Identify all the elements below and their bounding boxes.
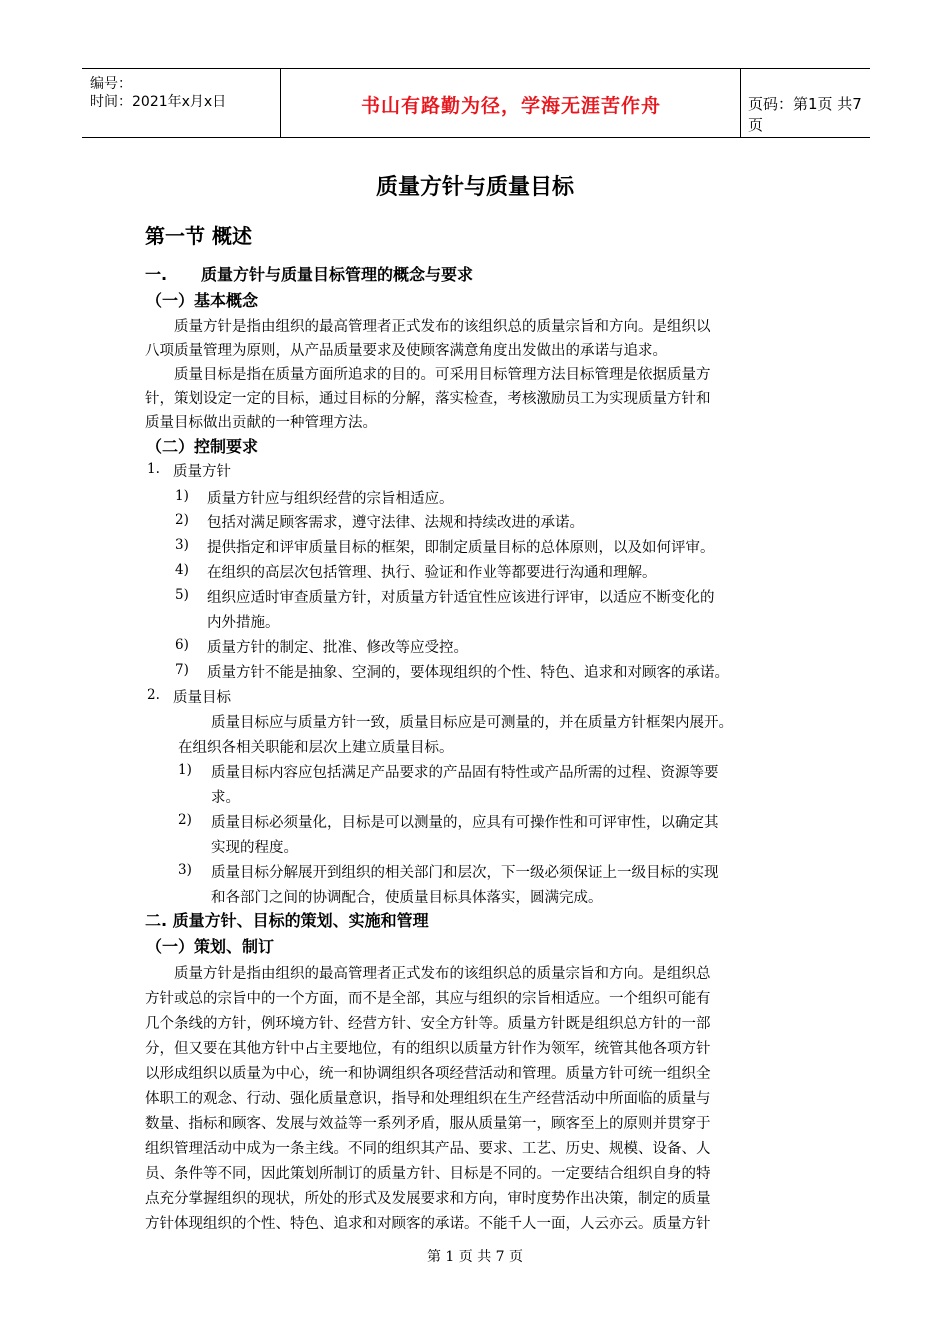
doc-time-label: 时间：2021年x月x日: [90, 94, 227, 110]
paragraph-line: 以形成组织以质量为中心，统一和协调组织各项经营活动和管理。质量方针可统一组织全: [145, 1066, 711, 1082]
paragraph-line: 方针体现组织的个性、特色、追求和对顾客的承诺。不能千人一面，人云亦云。质量方针: [145, 1216, 711, 1232]
list-item: 组织应适时审查质量方针，对质量方针适宜性应该进行评审，以适应不断变化的: [207, 590, 715, 606]
list-item: 和各部门之间的协调配合，使质量目标具体落实，圆满完成。: [211, 890, 603, 906]
list-number: 2.: [147, 687, 160, 703]
header-divider: [740, 69, 741, 137]
basic-concept-heading: （一）基本概念: [146, 291, 259, 310]
paragraph-line: 质量目标做出贡献的一种管理方法。: [145, 415, 377, 431]
subsection-heading: 二. 质量方针、目标的策划、实施和管理: [145, 911, 429, 930]
page-footer: 第 1 页 共 7 页: [426, 1249, 524, 1265]
page-header: [82, 68, 870, 138]
list-number: 6): [175, 637, 189, 653]
paragraph-line: 质量目标应与质量方针一致，质量目标应是可测量的，并在质量方针框架内展开。: [211, 715, 733, 731]
list-number: 1): [175, 488, 189, 504]
paragraph-line: 几个条线的方针，例环境方针、经营方针、安全方针等。质量方针既是组织总方针的一部: [145, 1016, 711, 1032]
paragraph-line: 质量方针是指由组织的最高管理者正式发布的该组织总的质量宗旨和方向。是组织以: [174, 319, 711, 335]
list-number: 3): [175, 537, 189, 553]
paragraph-line: 八项质量管理为原则，从产品质量要求及使顾客满意角度出发做出的承诺与追求。: [145, 343, 667, 359]
header-page-label: 页码：第1页 共7页: [748, 95, 862, 134]
list-number: 5): [175, 587, 189, 603]
paragraph-line: 针，策划设定一定的目标，通过目标的分解，落实检查，考核激励员工为实现质量方针和: [145, 391, 711, 407]
subsection-heading: 质量方针与质量目标管理的概念与要求: [201, 265, 474, 284]
list-item: 质量方针应与组织经营的宗旨相适应。: [207, 491, 454, 507]
planning-heading: （一）策划、制订: [146, 937, 275, 956]
list-number: 1.: [147, 461, 160, 477]
paragraph-line: 质量方针是指由组织的最高管理者正式发布的该组织总的质量宗旨和方向。是组织总: [174, 966, 711, 982]
paragraph-line: 员、条件等不同，因此策划所制订的质量方针、目标是不同的。一定要结合组织自身的特: [145, 1166, 711, 1182]
paragraph-line: 组织管理活动中成为一条主线。不同的组织其产品、要求、工艺、历史、规模、设备、人: [145, 1141, 711, 1157]
list-item: 提供指定和评审质量目标的框架，即制定质量目标的总体原则，以及如何评审。: [207, 540, 715, 556]
list-number: 4): [175, 562, 189, 578]
list-number: 7): [175, 662, 189, 678]
list-item: 质量目标分解展开到组织的相关部门和层次，下一级必须保证上一级目标的实现: [211, 865, 719, 881]
doc-number-label: 编号：: [90, 76, 132, 92]
list-item: 内外措施。: [207, 615, 280, 631]
list-item: 实现的程度。: [211, 840, 298, 856]
header-divider: [280, 69, 281, 137]
paragraph-line: 点充分掌握组织的现状，所处的形式及发展要求和方向，审时度势作出决策，制定的质量: [145, 1191, 711, 1207]
header-motto: 书山有路勤为径，学海无涯苦作舟: [360, 95, 661, 117]
list-item: 包括对满足顾客需求，遵守法律、法规和持续改进的承诺。: [207, 515, 584, 531]
control-requirements-heading: （二）控制要求: [146, 437, 259, 456]
list-number: 1): [178, 762, 192, 778]
paragraph-line: 质量目标是指在质量方面所追求的目的。可采用目标管理方法目标管理是依据质量方: [174, 367, 711, 383]
paragraph-line: 数量、指标和顾客、发展与效益等一系列矛盾，服从质量第一，顾客至上的原则并贯穿于: [145, 1116, 711, 1132]
paragraph-line: 体职工的观念、行动、强化质量意识，指导和处理组织在生产经营活动中所面临的质量与: [145, 1091, 711, 1107]
list-item: 质量目标内容应包括满足产品要求的产品固有特性或产品所需的过程、资源等要: [211, 765, 719, 781]
list-item: 求。: [211, 790, 240, 806]
list-item: 质量方针不能是抽象、空洞的，要体现组织的个性、特色、追求和对顾客的承诺。: [207, 665, 729, 681]
paragraph-line: 在组织各相关职能和层次上建立质量目标。: [178, 740, 454, 756]
list-number: 2): [178, 812, 192, 828]
paragraph-line: 分，但又要在其他方针中占主要地位，有的组织以质量方针作为领军，统管其他各项方针: [145, 1041, 711, 1057]
list-number: 3): [178, 862, 192, 878]
list-number: 2): [175, 512, 189, 528]
list-item: 质量方针的制定、批准、修改等应受控。: [207, 640, 468, 656]
section-heading: 第一节 概述: [145, 224, 252, 248]
subsection-heading-number: 一.: [145, 265, 168, 284]
list-label: 质量目标: [173, 690, 231, 706]
paragraph-line: 方针或总的宗旨中的一个方面，而不是全部，其应与组织的宗旨相适应。一个组织可能有: [145, 991, 711, 1007]
document-title: 质量方针与质量目标: [375, 175, 574, 200]
list-label: 质量方针: [173, 464, 231, 480]
list-item: 质量目标必须量化，目标是可以测量的，应具有可操作性和可评审性，以确定其: [211, 815, 719, 831]
list-item: 在组织的高层次包括管理、执行、验证和作业等都要进行沟通和理解。: [207, 565, 657, 581]
